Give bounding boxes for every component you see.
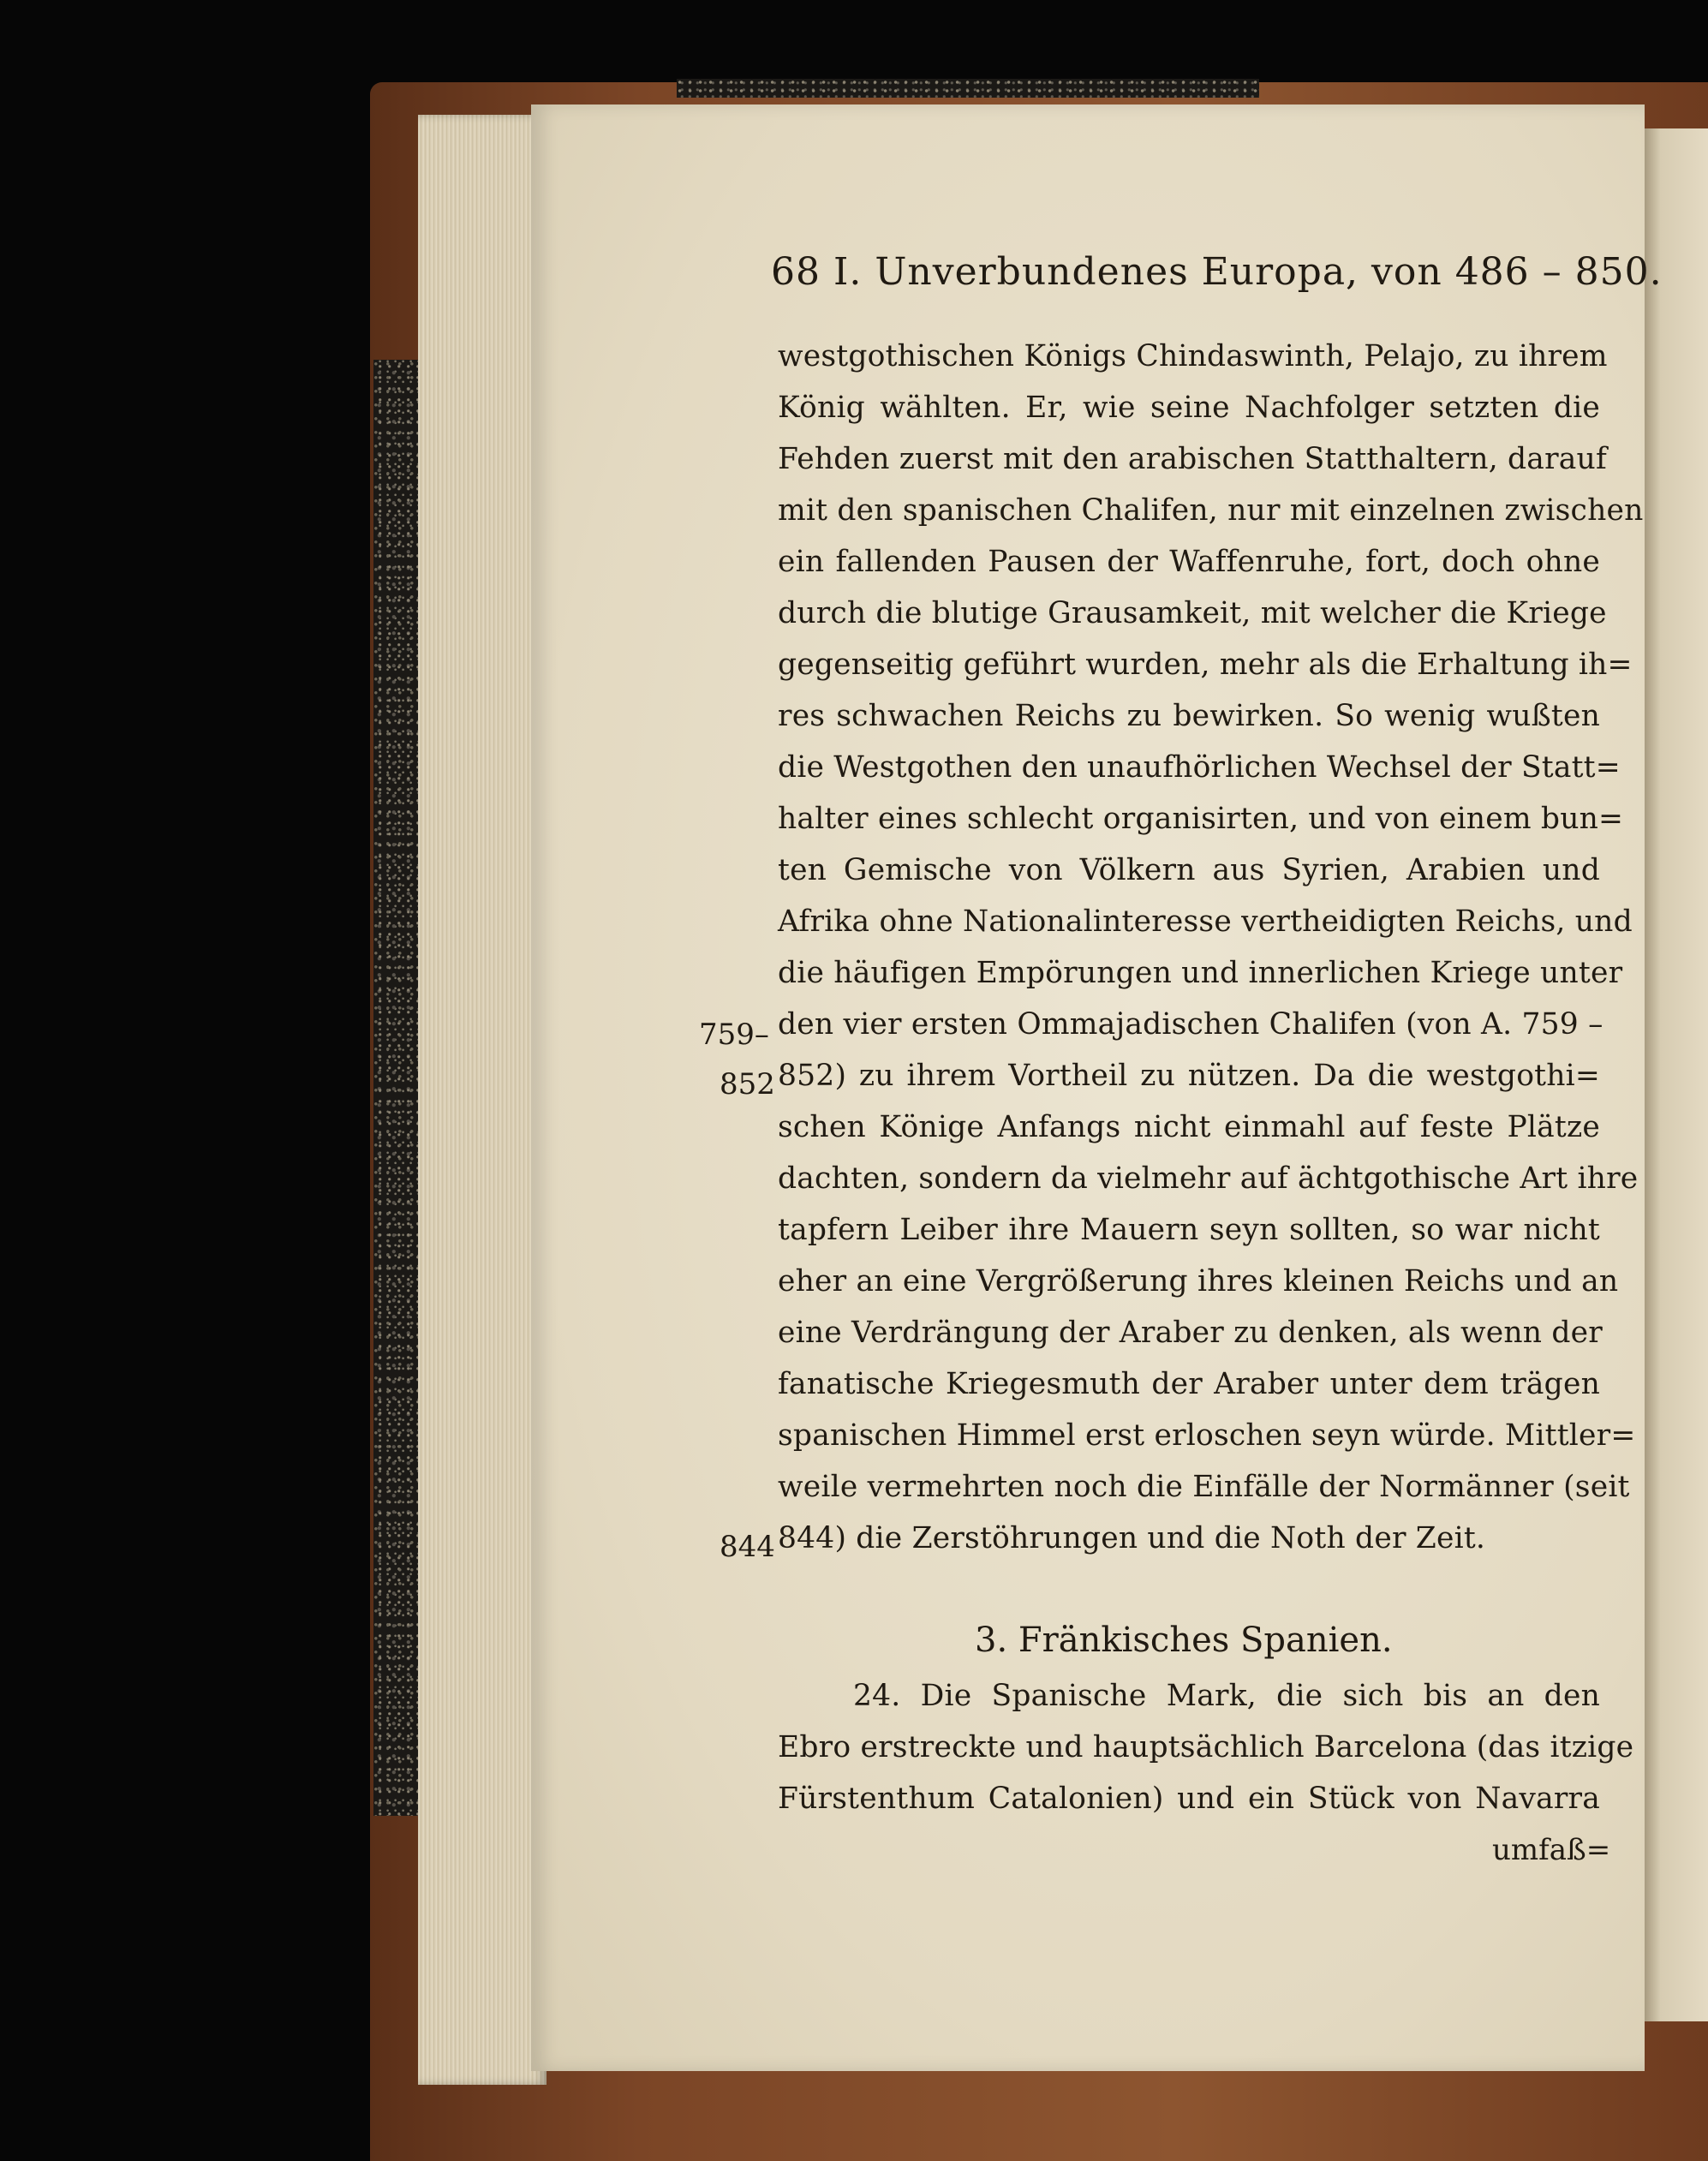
text-line: westgothischen Königs Chindaswinth, Pelajo, zu ihrem [778, 339, 1608, 373]
text-line: die häufigen Empörungen und innerlichen Kriege unter [778, 956, 1623, 990]
text-line: die Westgothen den unaufhörlichen Wechsel der Statt= [778, 750, 1621, 785]
margin-note-date-end: 852 [720, 1067, 775, 1101]
marbled-edge-top [677, 79, 1259, 98]
section-heading: 3. Fränkisches Spanien. [975, 1621, 1393, 1660]
text-line: res schwachen Reichs zu bewirken. So wenig wußten [778, 699, 1600, 733]
text-line: ten Gemische von Völkern aus Syrien, Arabien und [778, 853, 1600, 887]
text-line: durch die blutige Grausamkeit, mit welcher die Kriege [778, 596, 1607, 630]
margin-note-date-start: 759– [699, 1018, 769, 1052]
text-line: gegenseitig geführt wurden, mehr als die Erhaltung ih= [778, 648, 1633, 682]
text-line: mit den spanischen Chalifen, nur mit einzelnen zwischen [778, 493, 1644, 528]
text-line: den vier ersten Ommajadischen Chalifen (von A. 759 – [778, 1007, 1603, 1042]
section-text-block [778, 1670, 1634, 1824]
margin-note-year: 844 [720, 1530, 775, 1564]
main-text-block [778, 331, 1644, 1564]
text-line: eher an eine Vergrößerung ihres kleinen Reichs und an [778, 1264, 1619, 1298]
text-line: 844) die Zerstöhrungen und die Noth der Zeit. [778, 1521, 1486, 1555]
text-line: König wählten. Er, wie seine Nachfolger setzten die [778, 391, 1600, 425]
text-line: fanatische Kriegesmuth der Araber unter dem trägen [778, 1367, 1600, 1401]
text-line: Fehden zuerst mit den arabischen Statthaltern, darauf [778, 442, 1607, 476]
text-line: eine Verdrängung der Araber zu denken, als wenn der [778, 1316, 1603, 1350]
text-line: schen Könige Anfangs nicht einmahl auf feste Plätze [778, 1110, 1600, 1144]
text-line: halter eines schlecht organisirten, und von einem bun= [778, 802, 1624, 836]
text-line: spanischen Himmel erst erloschen seyn würde. Mittler= [778, 1418, 1636, 1453]
text-line: 852) zu ihrem Vortheil zu nützen. Da die westgothi= [778, 1059, 1600, 1093]
catchword: umfaß= [1492, 1833, 1611, 1867]
text-line: Fürstenthum Catalonien) und ein Stück von Navarra [778, 1782, 1600, 1816]
text-line: Afrika ohne Nationalinteresse vertheidigten Reichs, und [778, 904, 1633, 939]
text-line: ein fallenden Pausen der Waffenruhe, fort, doch ohne [778, 545, 1600, 579]
text-line: tapfern Leiber ihre Mauern seyn sollten, so war nicht [778, 1213, 1600, 1247]
text-line: Ebro erstreckte und hauptsächlich Barcelona (das itzige [778, 1730, 1634, 1764]
text-line: 24. Die Spanische Mark, die sich bis an den [853, 1679, 1600, 1713]
text-line: dachten, sondern da vielmehr auf ächtgothische Art ihre [778, 1161, 1639, 1196]
page-block-edges [418, 115, 546, 2085]
text-line: weile vermehrten noch die Einfälle der Normänner (seit [778, 1470, 1630, 1504]
facing-page-edge [1645, 128, 1708, 2021]
running-head: 68 I. Unverbundenes Europa, von 486 – 850. [771, 250, 1663, 294]
